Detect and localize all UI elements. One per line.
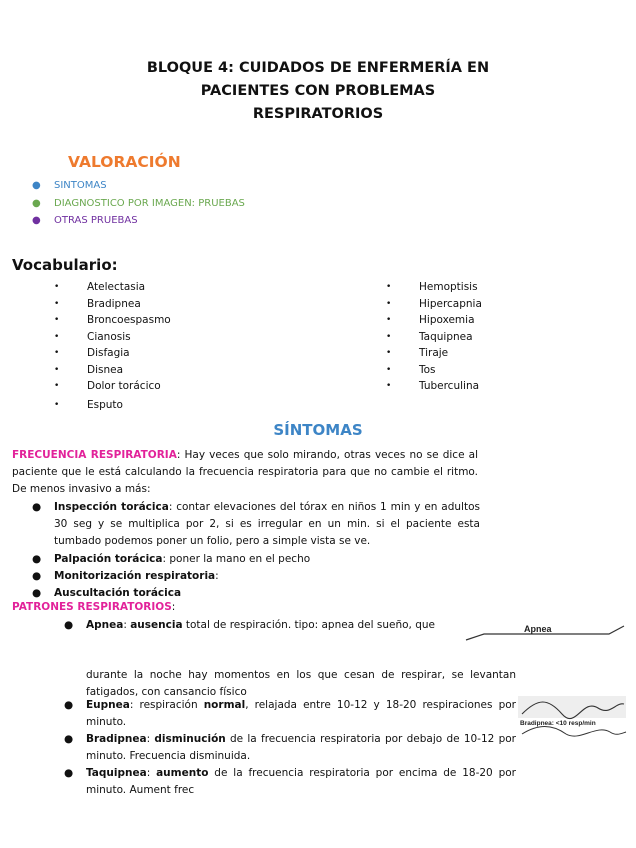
valoracion-list: [32, 177, 245, 230]
apnea-figure: [464, 620, 629, 646]
vocab-term: Taquipnea: [419, 330, 473, 343]
vocab-term: Disfagia: [87, 347, 130, 359]
patterns-list: [64, 697, 516, 799]
vocab-term: Tos: [419, 363, 436, 376]
bullet-icon: ●: [64, 699, 74, 711]
list-item: [32, 568, 480, 585]
bullet-icon: •: [54, 381, 60, 391]
bullet-icon: ●: [32, 587, 42, 599]
item-term: Taquipnea: [86, 767, 147, 779]
bullet-icon: •: [386, 315, 392, 325]
list-item: [32, 177, 245, 195]
sintomas-heading: SÍNTOMAS: [273, 421, 363, 439]
patrones-sep: :: [171, 601, 176, 613]
methods-list: [32, 499, 480, 602]
item-text: de la frecuencia respiratoria por encima de 18-20 por minuto. Aument frec: [86, 767, 516, 796]
apnea-continuation: durante la noche hay momentos en los que cesan de respirar, se levantan fatigados, con cansancio físico: [86, 669, 516, 698]
item-term: Auscultación torácica: [54, 587, 182, 599]
apnea-figure-label: Apnea: [524, 624, 552, 634]
item-text: : respiración: [129, 699, 204, 711]
bullet-icon: •: [386, 298, 392, 309]
item-text: :: [215, 570, 219, 582]
item-term: Inspección torácica: [54, 501, 169, 513]
bullet-icon: •: [54, 331, 60, 342]
item-text: : contar elevaciones del tórax en niños 1 min y en adultos 30 seg y se multiplica por 2, si es irregular en un min. si el paciente esta tumbado podemos poner un folio, pero a simple vista se ve.: [54, 501, 480, 547]
vocab-term: Hipercapnia: [419, 297, 482, 310]
bullet-icon: ●: [32, 553, 42, 565]
vocab-term: Tuberculina: [419, 380, 480, 392]
bullet-icon: •: [54, 399, 60, 410]
vocab-item: [54, 312, 171, 329]
list-item: [64, 731, 516, 765]
title-line-2: PACIENTES CON PROBLEMAS: [200, 83, 436, 99]
bullet-icon: •: [54, 282, 60, 292]
vocab-term: Hipoxemia: [419, 314, 475, 326]
bullet-icon: •: [386, 331, 392, 342]
bullet-icon: ●: [32, 570, 42, 582]
vocab-term: Esputo: [87, 398, 123, 411]
frecuencia-paragraph: [12, 447, 478, 498]
list-item-label: OTRAS PRUEBAS: [54, 215, 138, 226]
item-text: :: [146, 767, 157, 779]
item-text: total de respiración. tipo: apnea del sueño, que: [182, 619, 435, 631]
item-term: Palpación torácica: [54, 553, 163, 565]
bullet-icon: ●: [64, 619, 74, 631]
vocab-item: [54, 397, 171, 414]
vocab-term: Atelectasia: [87, 281, 146, 293]
bullet-icon: ●: [32, 501, 42, 513]
bradipnea-figure-label: Bradipnea: <10 resp/min: [520, 720, 596, 727]
item-keyword: normal: [203, 699, 246, 711]
vocab-item: [386, 329, 482, 346]
apnea-item: [64, 617, 454, 634]
bullet-icon: ●: [64, 767, 74, 779]
vocab-left-column: [54, 279, 171, 413]
item-term: Bradipnea: [86, 733, 147, 745]
vocab-item: [54, 296, 171, 313]
vocab-term: Tiraje: [419, 347, 449, 359]
bradipnea-figure-background: [518, 696, 626, 718]
bradipnea-figure: [518, 694, 630, 742]
bullet-icon: •: [386, 348, 392, 358]
bullet-icon: •: [386, 282, 392, 292]
bullet-icon: ●: [32, 197, 41, 209]
item-term: Eupnea: [86, 699, 130, 711]
list-item-label: DIAGNOSTICO POR IMAGEN: PRUEBAS: [54, 197, 245, 209]
list-item: [32, 499, 480, 550]
list-item: [32, 212, 245, 230]
bullet-icon: •: [386, 364, 392, 375]
vocab-item: [54, 362, 171, 379]
item-text: : poner la mano en el pecho: [162, 553, 311, 565]
item-term: Apnea: [86, 619, 124, 631]
frecuencia-label: FRECUENCIA RESPIRATORIA: [12, 449, 177, 461]
list-item: [64, 617, 454, 634]
vocab-item: [54, 378, 171, 395]
bullet-icon: ●: [32, 215, 41, 226]
page-title: [0, 57, 636, 126]
bullet-icon: •: [54, 315, 60, 325]
item-keyword: aumento: [156, 767, 209, 779]
item-keyword: ausencia: [130, 619, 183, 631]
vocab-item: [386, 279, 482, 296]
vocab-right-column: [386, 279, 482, 395]
item-text: de la frecuencia respiratoria por debajo de 10-12 por minuto. Frecuencia disminuida.: [86, 733, 516, 762]
vocab-item: [54, 345, 171, 362]
patrones-label: PATRONES RESPIRATORIOS: [12, 601, 172, 613]
bradipnea-waveform-lower: [522, 727, 626, 737]
vocab-term: Disnea: [87, 363, 124, 376]
bullet-icon: •: [54, 364, 60, 375]
item-text: :: [146, 733, 155, 745]
vocab-term: Dolor torácico: [87, 380, 161, 392]
list-item: [32, 551, 480, 568]
bullet-icon: ●: [32, 180, 41, 191]
vocab-term: Cianosis: [87, 330, 131, 343]
vocab-item: [386, 345, 482, 362]
frecuencia-text: Hay veces que solo mirando, otras veces no se dice al paciente que le está calculando la frecuencia respiratoria para que no cambie el ritmo. De menos invasivo a más:: [12, 449, 479, 495]
list-item: [32, 195, 245, 213]
item-term: Monitorización respiratoria: [54, 570, 216, 582]
vocab-term: Bradipnea: [87, 297, 141, 310]
bullet-icon: •: [54, 348, 60, 358]
patrones-heading: [12, 599, 175, 616]
vocab-item: [386, 312, 482, 329]
list-item: [64, 697, 516, 731]
vocab-term: Broncoespasmo: [87, 314, 171, 326]
title-line-3: RESPIRATORIOS: [252, 106, 384, 122]
vocab-term: Hemoptisis: [419, 281, 478, 293]
vocab-item: [386, 378, 482, 395]
vocab-item: [386, 296, 482, 313]
vocabulario-heading: Vocabulario:: [12, 256, 118, 274]
list-item: [64, 765, 516, 799]
bullet-icon: •: [54, 298, 60, 309]
vocab-item: [54, 279, 171, 296]
vocab-item: [54, 329, 171, 346]
bullet-icon: ●: [64, 733, 74, 745]
item-sep: :: [123, 619, 131, 631]
list-item-label: SINTOMAS: [54, 180, 107, 191]
valoracion-heading: VALORACIÓN: [68, 153, 181, 171]
vocab-item: [386, 362, 482, 379]
bullet-icon: •: [386, 381, 392, 391]
item-keyword: disminución: [154, 733, 226, 745]
frecuencia-sep: :: [176, 449, 181, 461]
title-line-1: BLOQUE 4: CUIDADOS DE ENFERMERÍA EN: [146, 60, 490, 76]
item-text: , relajada entre 10-12 y 18-20 respiraciones por minuto.: [86, 699, 516, 728]
